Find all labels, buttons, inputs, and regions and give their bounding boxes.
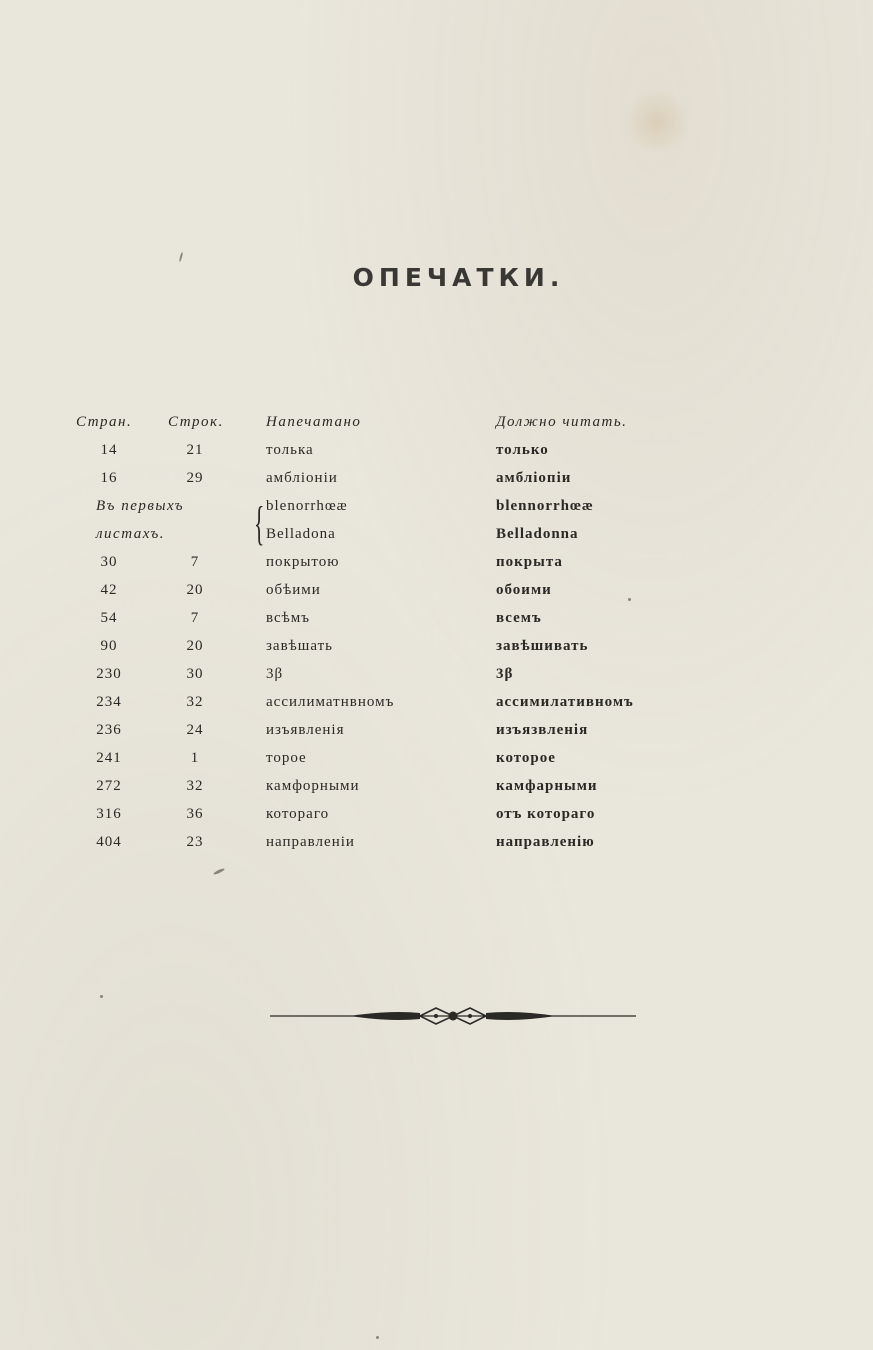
paper-speck <box>213 868 225 876</box>
correct-text: изъязвленiя <box>496 722 589 738</box>
page-number: 30 <box>100 554 118 570</box>
line-number: 32 <box>186 778 204 794</box>
table-row <box>0 716 873 744</box>
paper-speck <box>179 252 184 262</box>
printed-text: котораго <box>266 806 330 822</box>
printed-text: покрытою <box>266 554 340 570</box>
correct-text: амблiопiи <box>496 470 572 486</box>
printed-text: ассилиматнвномъ <box>266 694 395 710</box>
correct-text: которое <box>496 750 556 766</box>
correct-text: завѣшивать <box>496 638 589 654</box>
location-note: листахъ. <box>96 526 166 542</box>
page-number: 236 <box>96 722 122 738</box>
paper-speck <box>100 995 103 998</box>
printed-text: обѣими <box>266 582 321 598</box>
table-row <box>0 548 873 576</box>
printed-text: 3β <box>266 666 284 682</box>
page-number: 90 <box>100 638 118 654</box>
printed-text: всѣмъ <box>266 610 311 626</box>
line-number: 1 <box>190 750 200 766</box>
printed-text: амблiонiи <box>266 470 338 486</box>
brace-icon: { <box>254 497 265 550</box>
page-title: ОПЕЧАТКИ. <box>352 262 565 292</box>
table-row <box>0 800 873 828</box>
header-line: Строк. <box>168 414 224 430</box>
line-number: 20 <box>186 638 204 654</box>
printed-text: изъявленiя <box>266 722 345 738</box>
line-number: 32 <box>186 694 204 710</box>
table-row <box>0 772 873 800</box>
ornament-divider-icon <box>270 1002 636 1030</box>
line-number: 23 <box>186 834 204 850</box>
table-row <box>0 632 873 660</box>
table-row <box>0 688 873 716</box>
correct-text: только <box>496 442 549 458</box>
line-number: 20 <box>186 582 204 598</box>
page-number: 316 <box>96 806 122 822</box>
page-number: 54 <box>100 610 118 626</box>
paper-speck <box>376 1336 379 1339</box>
page-number: 14 <box>100 442 118 458</box>
header-page: Стран. <box>76 414 133 430</box>
table-row <box>0 576 873 604</box>
page-number: 241 <box>96 750 122 766</box>
correct-text: Belladonna <box>496 526 579 542</box>
header-correct: Должно читать. <box>496 414 628 430</box>
printed-text: толька <box>266 442 314 458</box>
line-number: 29 <box>186 470 204 486</box>
printed-text: камфорными <box>266 778 360 794</box>
table-row <box>0 828 873 856</box>
printed-text: Belladona <box>266 526 336 542</box>
table-row <box>0 436 873 464</box>
correct-text: 3β <box>496 666 514 682</box>
correct-text: покрыта <box>496 554 563 570</box>
page-number: 404 <box>96 834 122 850</box>
page-number: 234 <box>96 694 122 710</box>
errata-table <box>0 408 873 856</box>
table-row <box>0 604 873 632</box>
correct-text: направленiю <box>496 834 595 850</box>
line-number: 36 <box>186 806 204 822</box>
line-number: 7 <box>190 554 200 570</box>
correct-text: blennorrhœæ <box>496 498 594 514</box>
line-number: 30 <box>186 666 204 682</box>
line-number: 21 <box>186 442 204 458</box>
correct-text: всемъ <box>496 610 542 626</box>
line-number: 24 <box>186 722 204 738</box>
page-number: 42 <box>100 582 118 598</box>
table-row <box>0 492 873 520</box>
correct-text: камфарными <box>496 778 598 794</box>
table-row <box>0 660 873 688</box>
header-printed: Напечатано <box>266 414 362 430</box>
page-number: 16 <box>100 470 118 486</box>
table-row <box>0 744 873 772</box>
paper-stain <box>622 92 692 152</box>
table-row <box>0 520 873 548</box>
location-note: Въ первыхъ <box>96 498 185 514</box>
page-number: 230 <box>96 666 122 682</box>
line-number: 7 <box>190 610 200 626</box>
correct-text: отъ котораго <box>496 806 596 822</box>
printed-text: направленiи <box>266 834 355 850</box>
printed-text: торое <box>266 750 307 766</box>
table-header <box>0 408 873 436</box>
printed-text: blenorrhœæ <box>266 498 348 514</box>
page-number: 272 <box>96 778 122 794</box>
table-row <box>0 464 873 492</box>
correct-text: ассимилативномъ <box>496 694 634 710</box>
correct-text: обоими <box>496 582 552 598</box>
printed-text: завѣшать <box>266 638 334 654</box>
